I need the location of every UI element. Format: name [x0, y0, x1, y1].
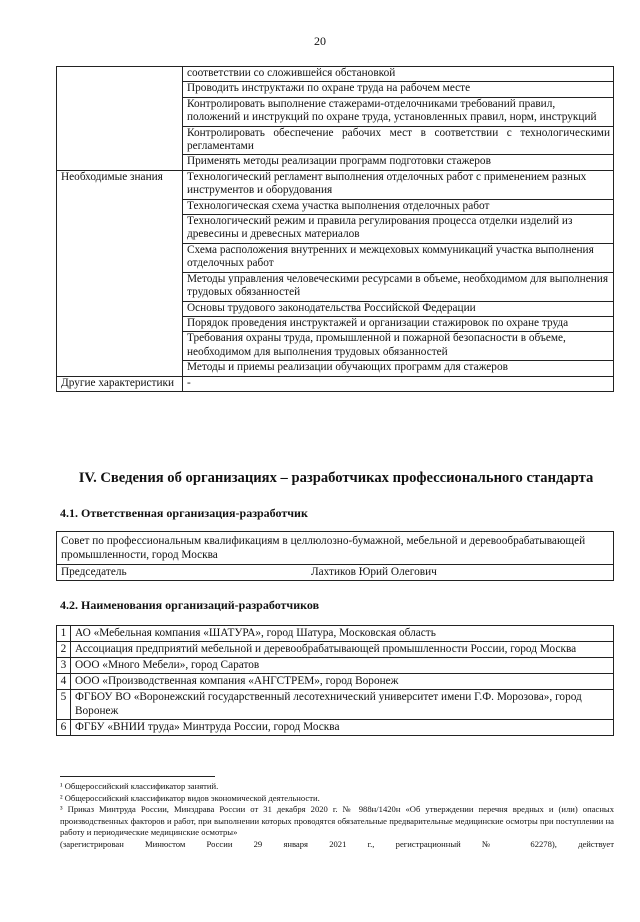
table-cell: Технологическая схема участка выполнения отделочных работ: [183, 199, 614, 214]
table-row: [57, 626, 614, 642]
row-label: [57, 67, 183, 171]
subsection-title-responsible: 4.1. Ответственная организация-разработчик: [60, 506, 308, 520]
table-cell: Технологический регламент выполнения отделочных работ с применением разных инструментов и оборудования: [183, 170, 614, 199]
org-name: Ассоциация предприятий мебельной и деревообрабатывающей промышленности России, город Москва: [71, 642, 614, 658]
table-cell: соответствии со сложившейся обстановкой: [183, 67, 614, 82]
head-person: Лахтиков Юрий Олегович: [311, 566, 437, 578]
table-cell: Применять методы реализации программ подготовки стажеров: [183, 155, 614, 170]
table-cell: Основы трудового законодательства Российской Федерации: [183, 301, 614, 316]
row-label: Другие характеристики: [57, 376, 183, 391]
org-name: ООО «Много Мебели», город Саратов: [71, 658, 614, 674]
footnote-3: ³ Приказ Минтруда России, Минздрава России от 31 декабря 2020 г. № 988н/1420н «Об утверждении перечня вредных и (или) опасных производственных факторов и работ, при выполнении которых проводятся обязательные предварительные медицинские осмотры при поступлении на работу и периодические медицинские осмотры»: [60, 804, 614, 838]
subsection-title-developers: 4.2. Наименования организаций-разработчиков: [60, 598, 320, 612]
org-name: АО «Мебельная компания «ШАТУРА», город Шатура, Московская область: [71, 626, 614, 642]
knowledge-table: [56, 66, 614, 392]
table-row: [57, 690, 614, 720]
footnote-1: ¹ Общероссийский классификатор занятий.: [60, 781, 219, 791]
org-name: ФГБОУ ВО «Воронежский государственный лесотехнический университет имени Г.Ф. Морозова», город Воронеж: [71, 690, 614, 720]
table-cell: Контролировать обеспечение рабочих мест в соответствии с технологическими регламентами: [183, 126, 614, 155]
developer-orgs-table: [56, 625, 614, 736]
table-row: [57, 376, 614, 391]
org-name: ООО «Производственная компания «АНГСТРЕМ», город Воронеж: [71, 674, 614, 690]
org-number: 1: [57, 626, 71, 642]
org-number: 5: [57, 690, 71, 720]
org-number: 4: [57, 674, 71, 690]
table-cell: Проводить инструктажи по охране труда на рабочем месте: [183, 82, 614, 97]
table-cell: Порядок проведения инструктажей и организации стажировок по охране труда: [183, 316, 614, 331]
table-cell: Методы управления человеческими ресурсами в объеме, необходимом для выполнения трудовых обязанностей: [183, 272, 614, 301]
table-row: [57, 674, 614, 690]
table-row: [57, 642, 614, 658]
table-row: [57, 67, 614, 82]
table-row: [57, 658, 614, 674]
page-number: 20: [314, 34, 326, 48]
footnotes: [60, 781, 614, 851]
table-cell: Требования охраны труда, промышленной и пожарной безопасности в объеме, необходимом для выполнения трудовых обязанностей: [183, 332, 614, 361]
responsible-org-head-row: [56, 564, 614, 581]
row-label: Необходимые знания: [57, 170, 183, 376]
responsible-org-name: Совет по профессиональным квалификациям в целлюлозно-бумажной, мебельной и деревообрабатывающей промышленности, город Москва: [56, 531, 614, 564]
footnote-2: ² Общероссийский классификатор видов экономической деятельности.: [60, 792, 320, 803]
table-cell: -: [183, 376, 614, 391]
table-cell: Схема расположения внутренних и межцеховых коммуникаций участка выполнения отделочных работ: [183, 243, 614, 272]
table-cell: Технологический режим и правила регулирования процесса отделки изделий из древесины и древесных материалов: [183, 215, 614, 244]
table-cell: Методы и приемы реализации обучающих программ для стажеров: [183, 361, 614, 376]
table-row: [57, 170, 614, 199]
org-number: 3: [57, 658, 71, 674]
head-role: Председатель: [61, 566, 127, 578]
section-title: IV. Сведения об организациях – разработчиках профессионального стандарта: [78, 470, 594, 486]
responsible-org-box: [56, 531, 614, 581]
table-row: [57, 720, 614, 736]
org-number: 6: [57, 720, 71, 736]
org-number: 2: [57, 642, 71, 658]
table-cell: Контролировать выполнение стажерами-отделочниками требований правил, положений и инструкций по охране труда, установленных правил, норм, инструкций: [183, 97, 614, 126]
org-name: ФГБУ «ВНИИ труда» Минтруда России, город Москва: [71, 720, 614, 736]
footnote-3-continued: (зарегистрирован Минюстом России 29 января 2021 г., регистрационный № 62278), действует: [60, 838, 614, 849]
footnote-divider: [60, 776, 215, 777]
